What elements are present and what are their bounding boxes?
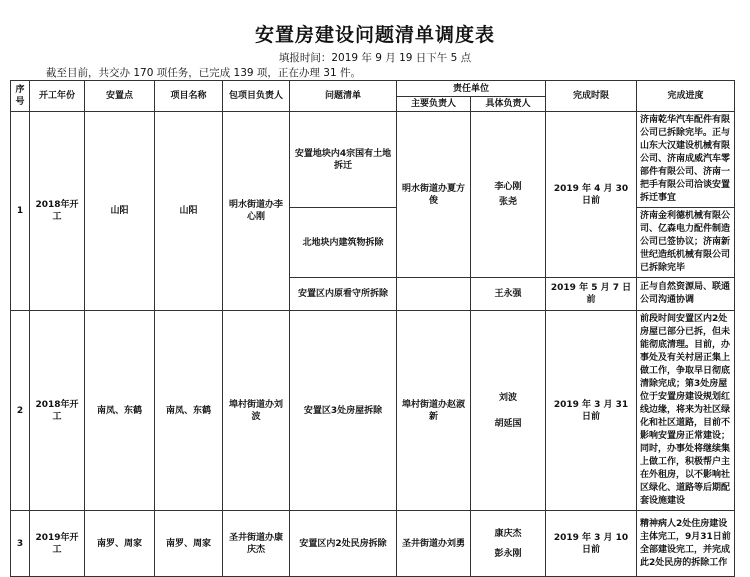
- specific-person: 李心刚: [494, 182, 522, 192]
- row-deadline: 2019 年 3 月 31 日前: [546, 311, 637, 511]
- row-specific-resp: [471, 511, 546, 577]
- row-owner: 埠村街道办刘波: [223, 311, 290, 511]
- specific-person: 张尧: [499, 197, 518, 207]
- table-row: [11, 311, 735, 511]
- row-issue: 安置区内2处民房拆除: [290, 511, 397, 577]
- row-main-resp: 明水街道办夏方俊: [397, 112, 471, 278]
- col-owner: 包项目负责人: [223, 81, 290, 112]
- col-main-resp: 主要负责人: [397, 97, 471, 112]
- row-site: 南凤、东鹤: [85, 311, 155, 511]
- row-year: 2018年开工: [30, 311, 85, 511]
- specific-person: 胡延国: [494, 418, 522, 429]
- row-specific-resp: 王永强: [471, 278, 546, 311]
- row-main-resp: 埠村街道办赵淑新: [397, 311, 471, 511]
- row-owner: 圣井街道办康庆杰: [223, 511, 290, 577]
- col-progress: 完成进度: [637, 81, 735, 112]
- row-project: 南凤、东鹤: [155, 311, 223, 511]
- row-year: 2019年开工: [30, 511, 85, 577]
- dispatch-table: [10, 80, 735, 577]
- row-site: 山阳: [85, 112, 155, 311]
- page-title: 安置房建设问题清单调度表: [254, 24, 495, 46]
- table-row: [11, 511, 735, 577]
- col-specific-resp: 具体负责人: [471, 97, 546, 112]
- row-year: 2018年开工: [30, 112, 85, 311]
- row-project: 南罗、周家: [155, 511, 223, 577]
- row-progress: 前段时间安置区内2处房屋已部分已拆，但未能彻底清理。目前，办事处及有关村居正集上做工作，争取早日彻底清除完成；第3处房屋位于安置房建设规划红线边缘，将来为社区绿化和社区道路，目前不影响安置房正常建设；同时，办事处将继续集上做工作，积极帮户主在外租房，以不影响社区绿化、道路等后期配套设施建设: [637, 311, 735, 511]
- row-seq: 2: [11, 311, 30, 511]
- row-issue: 安置区3处房屋拆除: [290, 311, 397, 511]
- row-site: 南罗、周家: [85, 511, 155, 577]
- specific-person: 彭永刚: [494, 548, 522, 559]
- row-progress: 济南金利德机械有限公司、亿森电力配件制造公司已签协议；济南新世纪造纸机械有限公司已拆除完毕: [637, 208, 735, 278]
- table-row: [11, 112, 735, 208]
- col-project: 项目名称: [155, 81, 223, 112]
- summary-note: 截至目前，共交办 170 项任务，已完成 139 项，正在办理 31 件。: [46, 67, 361, 79]
- row-progress: 精神病人2处住房建设主体完工，9月31日前全部建设完工，并完成此2处民房的拆除工作: [637, 511, 735, 577]
- row-specific-resp: [471, 311, 546, 511]
- row-progress: 济南乾华汽车配件有限公司已拆除完毕。正与山东大汉建设机械有限公司、济南成威汽车零部件有限公司、济南一把手有限公司洽谈安置拆迁事宜: [637, 112, 735, 208]
- row-seq: 3: [11, 511, 30, 577]
- row-owner: 明水街道办李心刚: [223, 112, 290, 311]
- row-issue: 安置区内原看守所拆除: [290, 278, 397, 311]
- row-deadline: 2019 年 3 月 10 日前: [546, 511, 637, 577]
- row-progress: 正与自然资源局、联通公司沟通协调: [637, 278, 735, 311]
- header-row: [11, 81, 735, 97]
- row-deadline: 2019 年 5 月 7 日前: [546, 278, 637, 311]
- col-seq: 序号: [11, 81, 30, 112]
- col-year: 开工年份: [30, 81, 85, 112]
- row-project: 山阳: [155, 112, 223, 311]
- specific-person: 刘波: [499, 392, 518, 403]
- row-main-resp: 圣井街道办刘勇: [397, 511, 471, 577]
- report-time: 填报时间：2019 年 9 月 19 日下午 5 点: [278, 52, 472, 64]
- row-main-resp-cont: [397, 278, 471, 311]
- specific-person: 康庆杰: [494, 528, 522, 539]
- col-site: 安置点: [85, 81, 155, 112]
- col-resp-unit: 责任单位: [397, 81, 546, 97]
- col-issues: 问题清单: [290, 81, 397, 112]
- row-issue: 安置地块内4宗国有土地拆迁: [290, 112, 397, 208]
- row-issue: 北地块内建筑物拆除: [290, 208, 397, 278]
- row-seq: 1: [11, 112, 30, 311]
- row-specific-resp: [471, 112, 546, 278]
- row-deadline: 2019 年 4 月 30 日前: [546, 112, 637, 278]
- col-deadline: 完成时限: [546, 81, 637, 112]
